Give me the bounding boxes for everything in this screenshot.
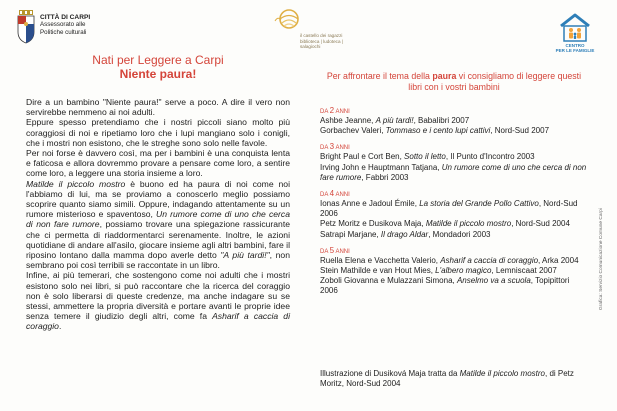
text-run: , Babalibri 2007	[413, 116, 470, 125]
text-run: Ruella Elena e Vacchetta Valerio,	[320, 255, 441, 265]
text-run: Illustrazione di Dusiková Maja tratta da	[320, 369, 460, 378]
book-entry	[320, 199, 588, 219]
age-group	[320, 143, 588, 183]
book-entry	[320, 116, 588, 126]
text-run: Dire a un bambino "Niente paura!" serve a poco. A dire il vero non servirebbe nemmeno ai noi adulti.	[26, 97, 290, 118]
carpi-dept-line1: Assessorato alle	[40, 21, 86, 29]
castello-text	[300, 33, 360, 50]
famiglie-logo	[553, 12, 597, 56]
text-run: , Fabbri 2003	[361, 172, 409, 182]
book-entry	[320, 266, 588, 276]
book-entry	[320, 152, 588, 162]
age-label-post: ANNI	[334, 145, 350, 152]
text-run: Petz Moritz e Dusikova Maja,	[320, 219, 426, 229]
text-run: è buono ed ha paura di noi come noi l'abbiamo di lui, ma se proviamo a conoscerlo meglio possiamo scoprire quanto siamo simili. Oppure, indagando attentamente su un rumore misterioso e spaventoso,	[26, 178, 290, 220]
italic-title: Un rumore come di uno che cerca di non fare rumore	[320, 162, 587, 182]
age-label-pre: DA	[320, 109, 330, 115]
left-column	[26, 53, 290, 332]
italic-title: Un rumore come di uno che cerca di non fare rumore	[26, 209, 290, 230]
book-entry	[320, 230, 588, 240]
intro-bold: paura	[432, 71, 457, 81]
age-label-num: 2	[329, 106, 335, 115]
book-entry	[320, 219, 588, 229]
text-run: Gorbachev Valeri,	[320, 126, 386, 136]
italic-title: A più tardi!	[375, 116, 414, 125]
text-run: Satrapi Marjane,	[320, 229, 381, 239]
age-label-pre: DA	[320, 145, 330, 152]
age-group	[320, 190, 588, 240]
text-run: .	[58, 321, 62, 332]
text-run: Bright Paul e Cort Ben,	[320, 152, 405, 162]
age-group	[320, 107, 588, 136]
text-run: , Il Punto d'Incontro 2003	[445, 152, 535, 162]
age-label-pre: DA	[320, 248, 330, 255]
illustration-credit	[320, 369, 588, 389]
italic-title: Matilde il piccolo mostro	[425, 219, 512, 229]
italic-title: Sotto il letto	[404, 152, 446, 162]
text-run: , Lemniscaat 2007	[491, 266, 557, 276]
age-label	[320, 247, 588, 256]
famiglie-line1: CENTRO	[565, 43, 585, 48]
body-paragraph	[26, 179, 290, 271]
text-run: , Arka 2004	[538, 255, 579, 265]
age-label-num: 4	[329, 189, 335, 199]
text-run: Stein Mathilde e van Hout Mies,	[320, 266, 436, 276]
age-label-num: 5	[329, 245, 335, 255]
famiglie-line2: PER LE FAMIGLIE	[555, 48, 595, 53]
carpi-crest-icon	[16, 10, 36, 44]
pretitle: Nati per Leggere a Carpi	[92, 53, 224, 67]
intro-pre: Per affrontare il tema della	[326, 71, 433, 81]
italic-title: Tommaso e i cento lupi cattivi	[385, 126, 491, 136]
italic-title: Matilde il piccolo mostro	[459, 369, 545, 378]
text-run: Irving John e Hauptmann Tatjana,	[320, 162, 442, 172]
body-paragraph	[26, 97, 290, 117]
text-run: , di Petz Moritz, Nord-Sud 2004	[320, 369, 574, 389]
carpi-text	[40, 14, 90, 36]
text-run: , Mondadori 2003	[428, 229, 491, 239]
right-column	[320, 71, 588, 304]
italic-title: Anselmo va a scuola	[456, 276, 531, 286]
text-run: , possiamo trovare una spiegazione rassicurante che ci permetta di riaddormentarci serenamente. Inoltre, le azioni quotidiane di andare all'asilo, giocare insieme agli altri bambini, fare il riposino lontano dalla mamma dopo averle detto	[26, 219, 290, 261]
text-run: Eppure spesso pretendiamo che i nostri piccoli siano molto più coraggiosi di noi e ripetiamo loro che i lupi mangiano solo i conigli, che i mostri non esistono, che le streghe sono solo nelle favole.	[26, 117, 290, 148]
text-run: Infine, ai più temerari, che sostengono come noi adulti che i mostri esistono solo nei libri, si può raccontare che la ricerca del coraggio non è solo liberarsi di queste credenze, ma anche indagare su se stessi, ammettere la propria diversità e portare avanti le proprie idee senza temere il giudizio degli altri, come fa	[26, 270, 290, 322]
age-group	[320, 247, 588, 297]
text-run: , non sembrano poi così terribili se raccontate in un libro.	[26, 250, 290, 271]
text-run: Per noi forse è davvero così, ma per i bambini è una conquista lenta e faticosa e allora dovremmo provare a pensare come loro, a sentire come loro, a leggere una storia insieme a loro.	[26, 148, 290, 179]
book-entry	[320, 276, 588, 296]
text-run: , Nord-Sud 2007	[490, 126, 550, 136]
castello-line1: il castello dei ragazzi	[300, 33, 343, 38]
castello-logo	[266, 8, 356, 50]
text-run: , Topipittori 2006	[320, 276, 570, 296]
house-family-icon	[553, 12, 597, 43]
side-credit: Grafica: Servizio Comunicazione Comune Carpi	[599, 208, 604, 310]
age-label-num: 3	[329, 142, 335, 152]
page-title: Niente paura!	[119, 67, 197, 81]
age-label-pre: DA	[320, 192, 330, 199]
carpi-logo	[16, 10, 101, 52]
age-label	[320, 107, 588, 116]
body-paragraph	[26, 270, 290, 331]
sun-icon	[272, 8, 304, 34]
age-label	[320, 143, 588, 152]
italic-title: Asharif a caccia di coraggio	[26, 311, 290, 332]
famiglie-text	[553, 43, 597, 53]
age-label-post: ANNI	[334, 248, 350, 255]
book-list	[320, 107, 588, 297]
body-paragraph	[26, 117, 290, 148]
reading-intro	[320, 71, 588, 93]
text-run: Zoboli Giovanna e Mulazzani Simona,	[320, 276, 457, 286]
castello-line2: biblioteca | ludoteca | salagiochi	[300, 38, 343, 49]
age-label-post: ANNI	[334, 192, 350, 199]
text-run: Ashbe Jeanne,	[320, 116, 376, 125]
text-run: Ionas Anne e Jadoul Émile,	[320, 199, 420, 209]
italic-title: Il drago Aldar	[380, 229, 429, 239]
italic-title: Matilde il piccolo mostro	[26, 178, 126, 189]
italic-title: "A più tardi!"	[220, 250, 270, 261]
book-entry	[320, 126, 588, 136]
carpi-city-name: CITTÀ DI CARPI	[40, 14, 91, 21]
age-label-post: ANNI	[334, 109, 350, 115]
book-entry	[320, 163, 588, 183]
italic-title: La storia del Grande Pollo Cattivo	[419, 199, 539, 209]
text-run: , Nord-Sud 2004	[511, 219, 570, 229]
intro-post: vi consigliamo di leggere questi libri con i vostri bambini	[408, 71, 582, 92]
text-run: , Nord-Sud 2006	[320, 199, 578, 219]
age-label	[320, 190, 588, 199]
italic-title: Asharif a caccia di coraggio	[440, 255, 539, 265]
article-body	[26, 97, 290, 332]
book-entry	[320, 256, 588, 266]
body-paragraph	[26, 148, 290, 179]
italic-title: L'albero magico	[435, 266, 492, 276]
carpi-dept-line2: Politiche culturali	[40, 28, 87, 36]
